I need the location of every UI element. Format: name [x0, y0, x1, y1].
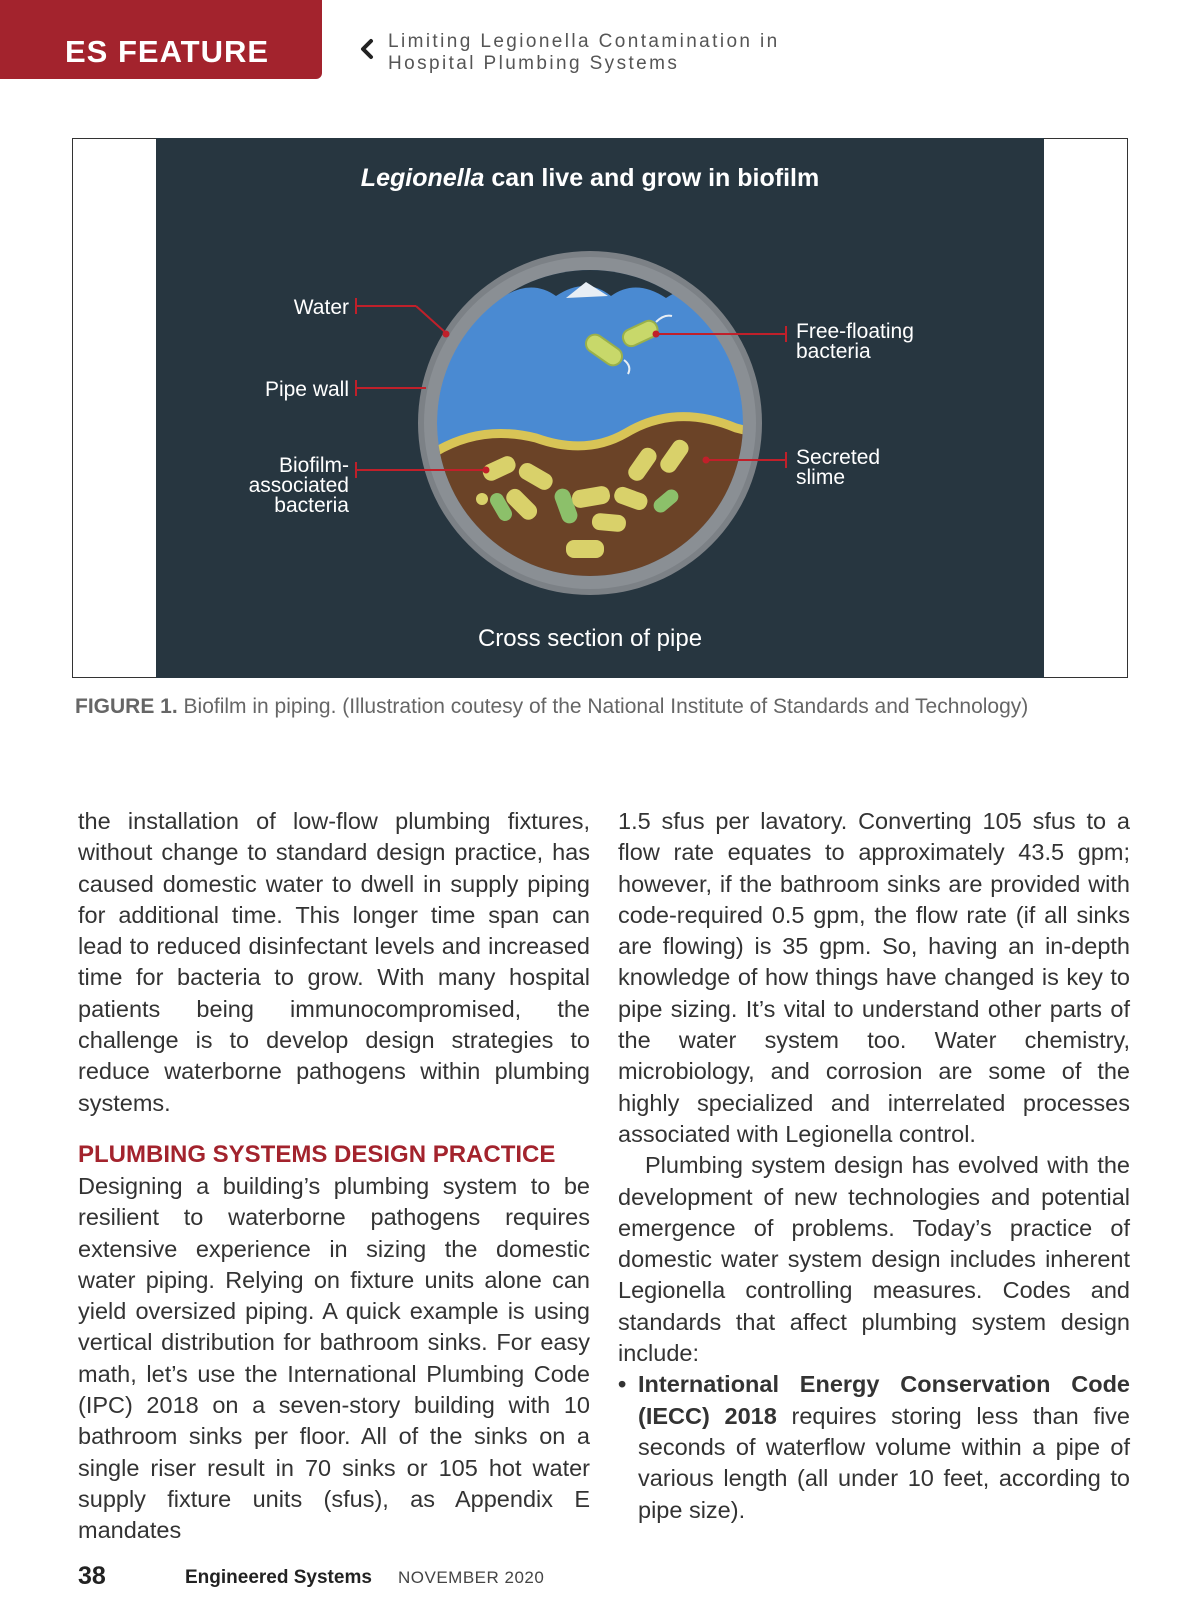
biofilm-illustration	[156, 138, 1044, 678]
label-biofilm-line-3: bacteria	[274, 494, 349, 517]
publication-name: Engineered Systems	[185, 1567, 372, 1588]
page-number: 38	[78, 1562, 106, 1590]
label-biofilm-line-2: associated	[248, 474, 349, 497]
breadcrumb[interactable]	[388, 31, 780, 75]
issue-date: NOVEMBER 2020	[398, 1568, 545, 1587]
label-free-floating-line-1: Free-floating	[796, 320, 914, 343]
section-tab-label: ES FEATURE	[65, 34, 270, 69]
caption-label: FIGURE 1.	[75, 695, 178, 718]
figure-caption	[75, 694, 1135, 719]
chevron-left-icon[interactable]	[357, 38, 379, 60]
leader-dot	[443, 331, 450, 338]
label-cross-section: Cross section of pipe	[477, 625, 703, 652]
biofilm-bacterium	[476, 493, 488, 505]
label-free-floating-line-2: bacteria	[796, 340, 871, 363]
section-tab	[0, 0, 322, 79]
paragraph: the installation of low-flow plumbing fixtures, without change to standard design practice, has caused domestic water to dwell in supply piping for additional time. This longer time span can lead to reduced disinfectant levels and increased time for bacteria to grow. With many hospital patients being immunocompromised, the challenge is to develop design strategies to reduce waterborne pathogens within plumbing systems.	[78, 808, 590, 1116]
paragraph: 1.5 sfus per lavatory. Converting 105 sfus to a flow rate equates to approximately 43.5 gpm; however, if the bathroom sinks are provided with code-required 0.5 gpm, the flow rate (if all sinks are flowing) is 35 gpm. So, having an in-depth knowledge of how things have changed is key to pipe sizing. It’s vital to understand other parts of the water system too. Water chemistry, microbiology, and corrosion are some of the highly specialized and interrelated processes associated with Legionella control.	[618, 808, 1130, 1147]
biofilm-bacterium	[591, 513, 626, 533]
paragraph: Designing a building’s plumbing system to be resilient to waterborne pathogens requires extensive experience in sizing the domestic water piping. Relying on fixture units alone can yield oversized piping. A quick example is using vertical distribution for bathroom sinks. For easy math, let’s use the International Plumbing Code (IPC) 2018 on a seven-story building with 10 bathroom sinks per floor. All of the sinks on a single riser result in 70 sinks or 105 hot water supply fixture units (sfus), as Appendix E mandates	[78, 1172, 590, 1544]
leader-dot	[653, 331, 660, 338]
label-biofilm-line-1: Biofilm-	[278, 454, 349, 477]
breadcrumb-line-1: Limiting Legionella Contamination in	[388, 31, 780, 52]
section-heading: PLUMBING SYSTEMS DESIGN PRACTICE	[78, 1140, 556, 1168]
label-secreted-line-1: Secreted	[796, 446, 881, 469]
article-column-right	[618, 806, 1130, 1526]
bullet-text: requires storing less than five seconds of waterflow volume within a pipe of various length (all under 10 feet, according to pipe size).	[638, 1402, 1130, 1523]
label-secreted-line-2: slime	[796, 466, 846, 489]
caption-text: Biofilm in piping. (Illustration coutesy of the National Institute of Standards and Technology)	[177, 695, 1029, 718]
label-pipe-wall: Pipe wall	[264, 378, 349, 401]
biofilm-bacterium	[566, 540, 604, 558]
leader-dot	[483, 467, 490, 474]
label-water: Water	[293, 296, 349, 319]
article-column-left	[78, 806, 590, 1547]
figure-title: Legionella can live and grow in biofilm	[360, 164, 820, 192]
bullet-bold-text: International Energy Conservation Code (IECC) 2018	[638, 1371, 1130, 1429]
leader-dot	[703, 457, 710, 464]
breadcrumb-line-2: Hospital Plumbing Systems	[388, 53, 680, 74]
bullet-item	[618, 1369, 1130, 1525]
paragraph: Plumbing system design has evolved with the development of new technologies and potential emergence of problems. Today’s practice of domestic water system design includes inherent Legionella controlling measures. Codes and standards that affect plumbing system design include:	[618, 1152, 1130, 1367]
